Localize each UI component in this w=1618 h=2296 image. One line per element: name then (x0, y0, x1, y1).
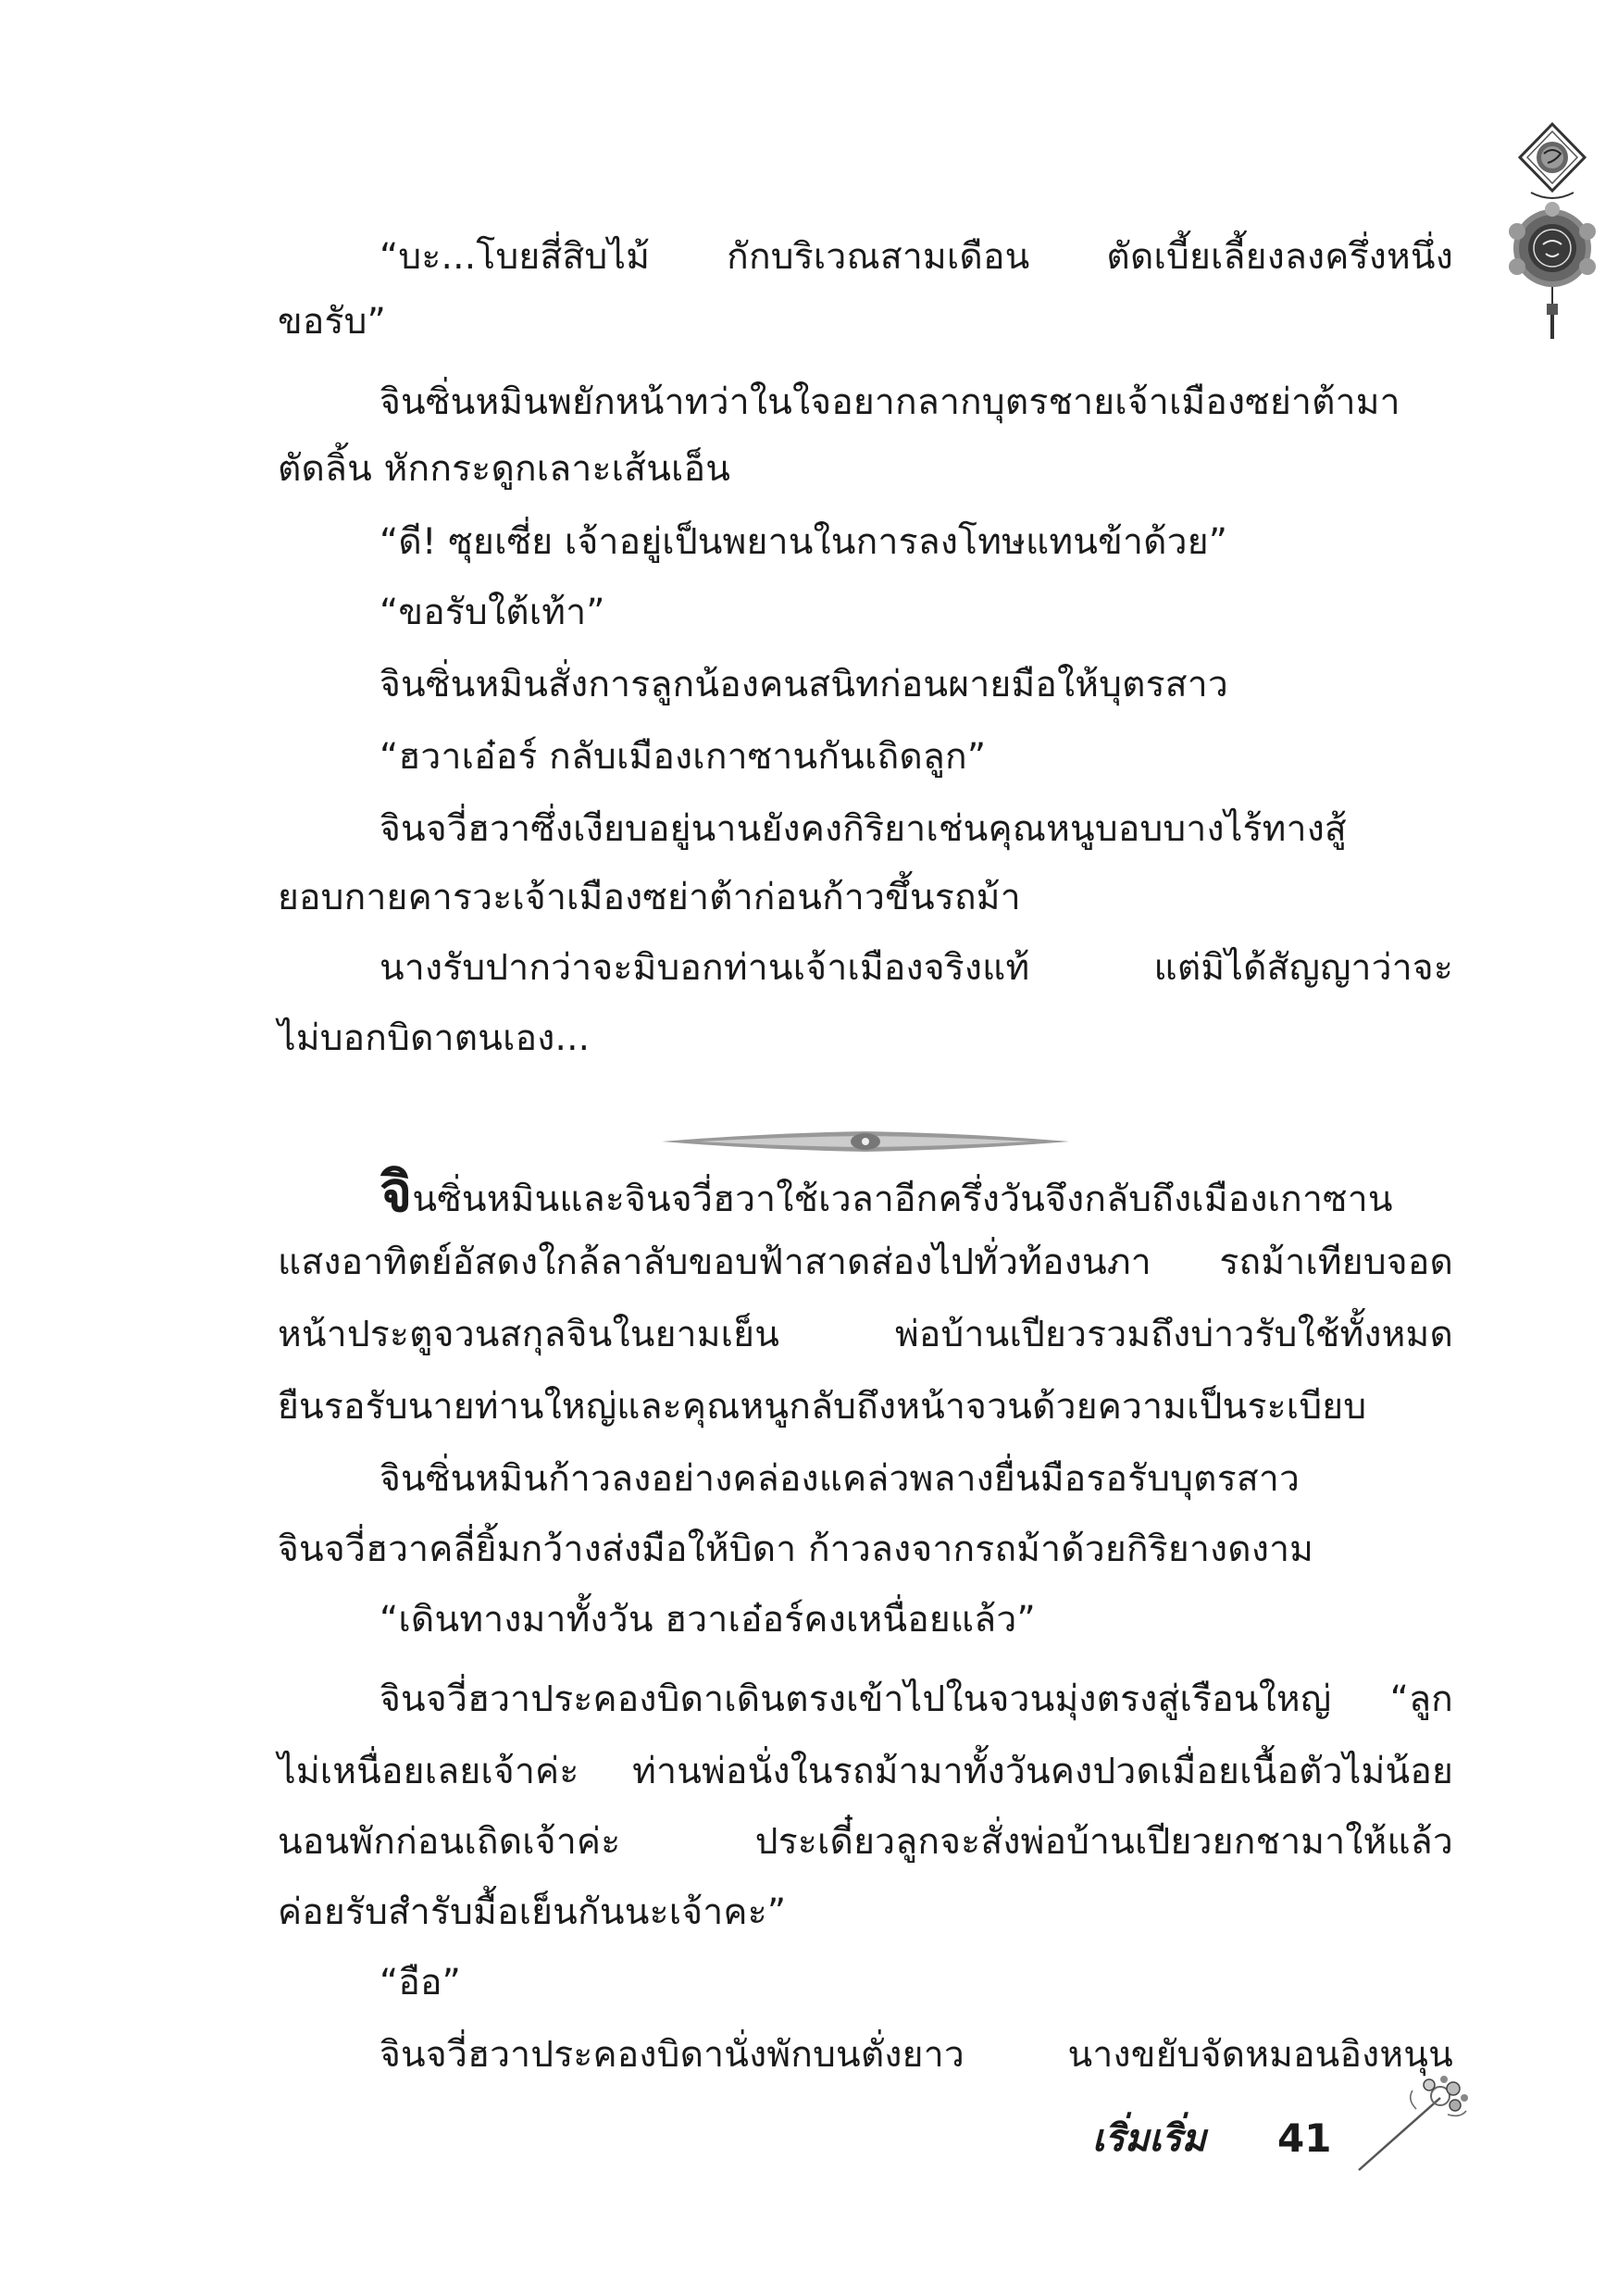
running-footer-title: เริ่มเริ่ม (1092, 2116, 1207, 2160)
drop-cap: จิ (380, 1160, 413, 1225)
diamond-dragon-emblem-icon (1509, 120, 1597, 343)
text-line: หน้าประตูจวนสกุลจินในยามเย็น พ่อบ้านเปียวรวมถึงบ่าวรับใช้ทั้งหมด (278, 1314, 1453, 1355)
text-line: จินซิ่นหมินก้าวลงอย่างคล่องแคล่วพลางยื่นมือรอรับบุตรสาว (380, 1458, 1301, 1500)
text-line: ยอบกายคารวะเจ้าเมืองซย่าต้าก่อนก้าวขึ้นรถม้า (278, 877, 1021, 918)
text-line: นอนพักก่อนเถิดเจ้าค่ะ ประเดี๋ยวลูกจะสั่งพ่อบ้านเปียวยกชามาให้แล้ว (278, 1821, 1453, 1863)
text-line: จินซิ่นหมินสั่งการลูกน้องคนสนิทก่อนผายมือให้บุตรสาว (380, 664, 1228, 705)
text-line: แสงอาทิตย์อัสดงใกล้ลาลับขอบฟ้าสาดส่องไปทั่วท้องนภา รถม้าเทียบจอด (278, 1242, 1453, 1283)
flower-hairpin-icon (1351, 2074, 1472, 2176)
text-line: ไม่เหนื่อยเลยเจ้าค่ะ ท่านพ่อนั่งในรถม้ามาทั้งวันคงปวดเมื่อยเนื้อตัวไม่น้อย (278, 1751, 1453, 1792)
ornamental-divider-icon (662, 1128, 1069, 1155)
text-line: “บะ...โบยสี่สิบไม้ กักบริเวณสามเดือน ตัดเบี้ยเลี้ยงลงครึ่งหนึ่ง (380, 236, 1453, 278)
text-line: จินจวี่ฮวาประคองบิดานั่งพักบนตั่งยาว นางขยับจัดหมอนอิงหนุน (380, 2034, 1453, 2076)
text-line: จินจวี่ฮวาซึ่งเงียบอยู่นานยังคงกิริยาเช่นคุณหนูบอบบางไร้ทางสู้ (380, 808, 1347, 850)
text-line: ขอรับ” (278, 301, 386, 343)
text-line: จินจวี่ฮวาคลี่ยิ้มกว้างส่งมือให้บิดา ก้าวลงจากรถม้าด้วยกิริยางดงาม (278, 1529, 1314, 1570)
tassel-icon (1547, 287, 1558, 339)
text-line: ค่อยรับสำรับมื้อเย็นกันนะเจ้าคะ” (278, 1891, 787, 1933)
text-line: นางรับปากว่าจะมิบอกท่านเจ้าเมืองจริงแท้ แต่มิได้สัญญาว่าจะ (380, 947, 1453, 989)
text-line: ตัดลิ้น หักกระดูกเลาะเส้นเอ็น (278, 448, 731, 490)
text-line: “ดี! ซุยเซี่ย เจ้าอยู่เป็นพยานในการลงโทษแทนข้าด้วย” (380, 521, 1228, 563)
text-line: “ขอรับใต้เท้า” (380, 592, 605, 633)
text-line: “อือ” (380, 1962, 462, 2003)
text-line: ไม่บอกบิดาตนเอง... (278, 1017, 591, 1059)
text-line: จินซิ่นหมินพยักหน้าทว่าในใจอยากลากบุตรชายเจ้าเมืองซย่าต้ามา (380, 381, 1400, 423)
text-line: “ฮวาเอ๋อร์ กลับเมืองเกาซานกันเถิดลูก” (380, 736, 987, 778)
text-line: ยืนรอรับนายท่านใหญ่และคุณหนูกลับถึงหน้าจวนด้วยความเป็นระเบียบ (278, 1386, 1367, 1428)
page-number: 41 (1277, 2115, 1332, 2161)
text-line: จินจวี่ฮวาประคองบิดาเดินตรงเข้าไปในจวนมุ่งตรงสู่เรือนใหญ่ “ลูก (380, 1678, 1453, 1720)
text-line: “เดินทางมาทั้งวัน ฮวาเอ๋อร์คงเหนื่อยแล้ว” (380, 1599, 1036, 1641)
text-line-rest: นซิ่นหมินและจินจวี่ฮวาใช้เวลาอีกครึ่งวันจึงกลับถึงเมืองเกาซาน (412, 1179, 1393, 1220)
text-line-drop-cap (380, 1160, 1453, 1228)
diamond-badge (1520, 124, 1585, 198)
floral-medallion-icon (1509, 202, 1596, 287)
